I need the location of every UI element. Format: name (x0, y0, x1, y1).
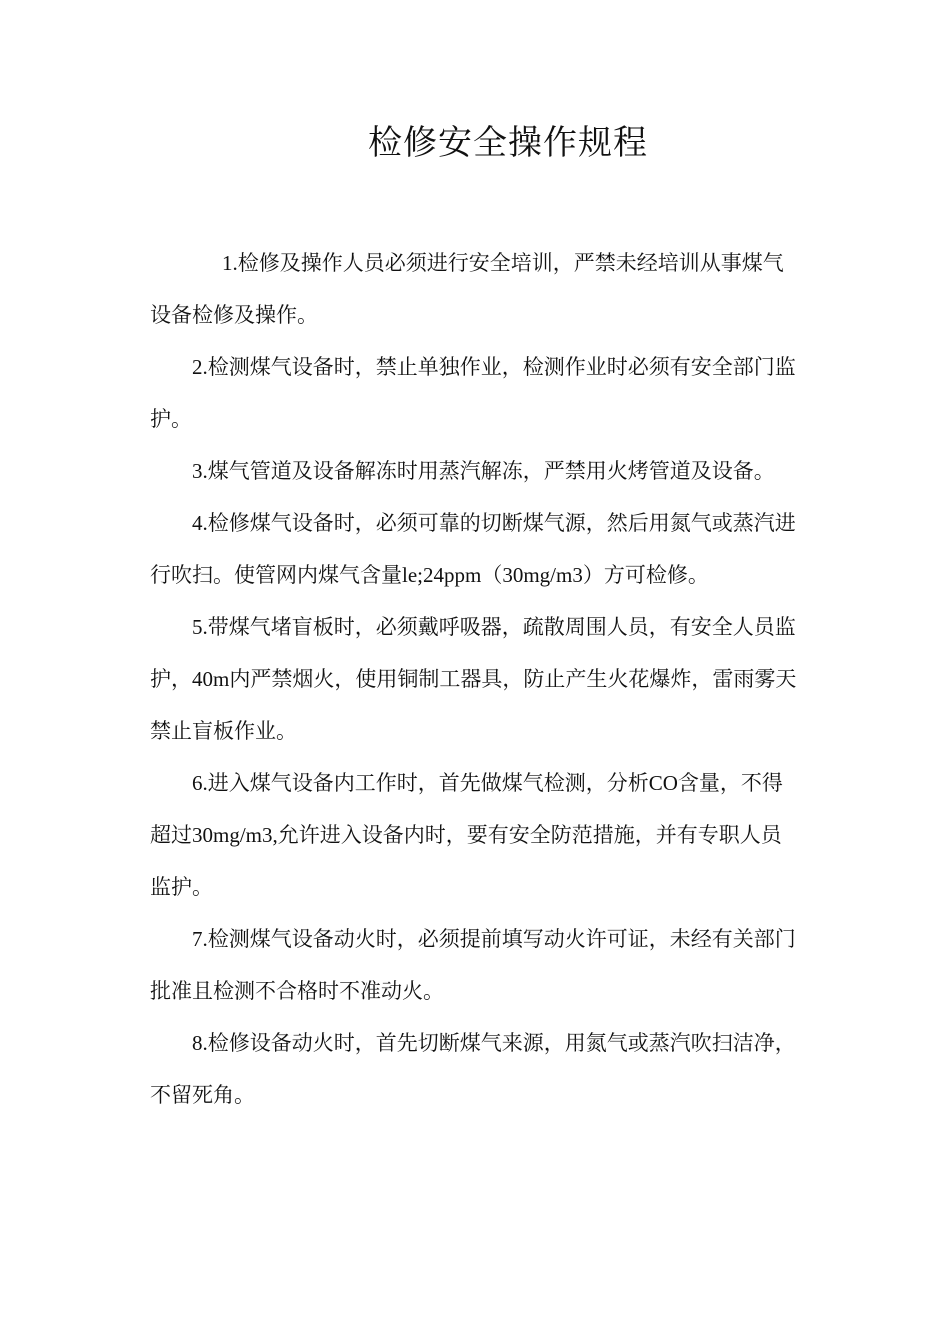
document-body (150, 237, 800, 1121)
document-title: 检修安全操作规程 (368, 125, 648, 162)
paragraph-6: 6.进入煤气设备内工作时，首先做煤气检测，分析CO含量，不得超过30mg/m3,允许进入设备内时，要有安全防范措施，并有专职人员监护。 (150, 771, 783, 899)
paragraph-4: 4.检修煤气设备时，必须可靠的切断煤气源，然后用氮气或蒸汽进行吹扫。使管网内煤气含量le;24ppm（30mg/m3）方可检修。 (150, 511, 796, 587)
paragraph-1: 1.检修及操作人员必须进行安全培训，严禁未经培训从事煤气设备检修及操作。 (150, 251, 784, 327)
paragraph-2: 2.检测煤气设备时，禁止单独作业，检测作业时必须有安全部门监护。 (150, 355, 796, 431)
paragraph-5: 5.带煤气堵盲板时，必须戴呼吸器，疏散周围人员，有安全人员监护，40m内严禁烟火，使用铜制工器具，防止产生火花爆炸，雷雨雾天禁止盲板作业。 (150, 615, 797, 743)
paragraph-8: 8.检修设备动火时，首先切断煤气来源，用氮气或蒸汽吹扫洁净，不留死角。 (150, 1031, 796, 1107)
paragraph-7: 7.检测煤气设备动火时，必须提前填写动火许可证，未经有关部门批准且检测不合格时不准动火。 (150, 927, 796, 1003)
paragraph-3: 3.煤气管道及设备解冻时用蒸汽解冻，严禁用火烤管道及设备。 (192, 459, 775, 483)
